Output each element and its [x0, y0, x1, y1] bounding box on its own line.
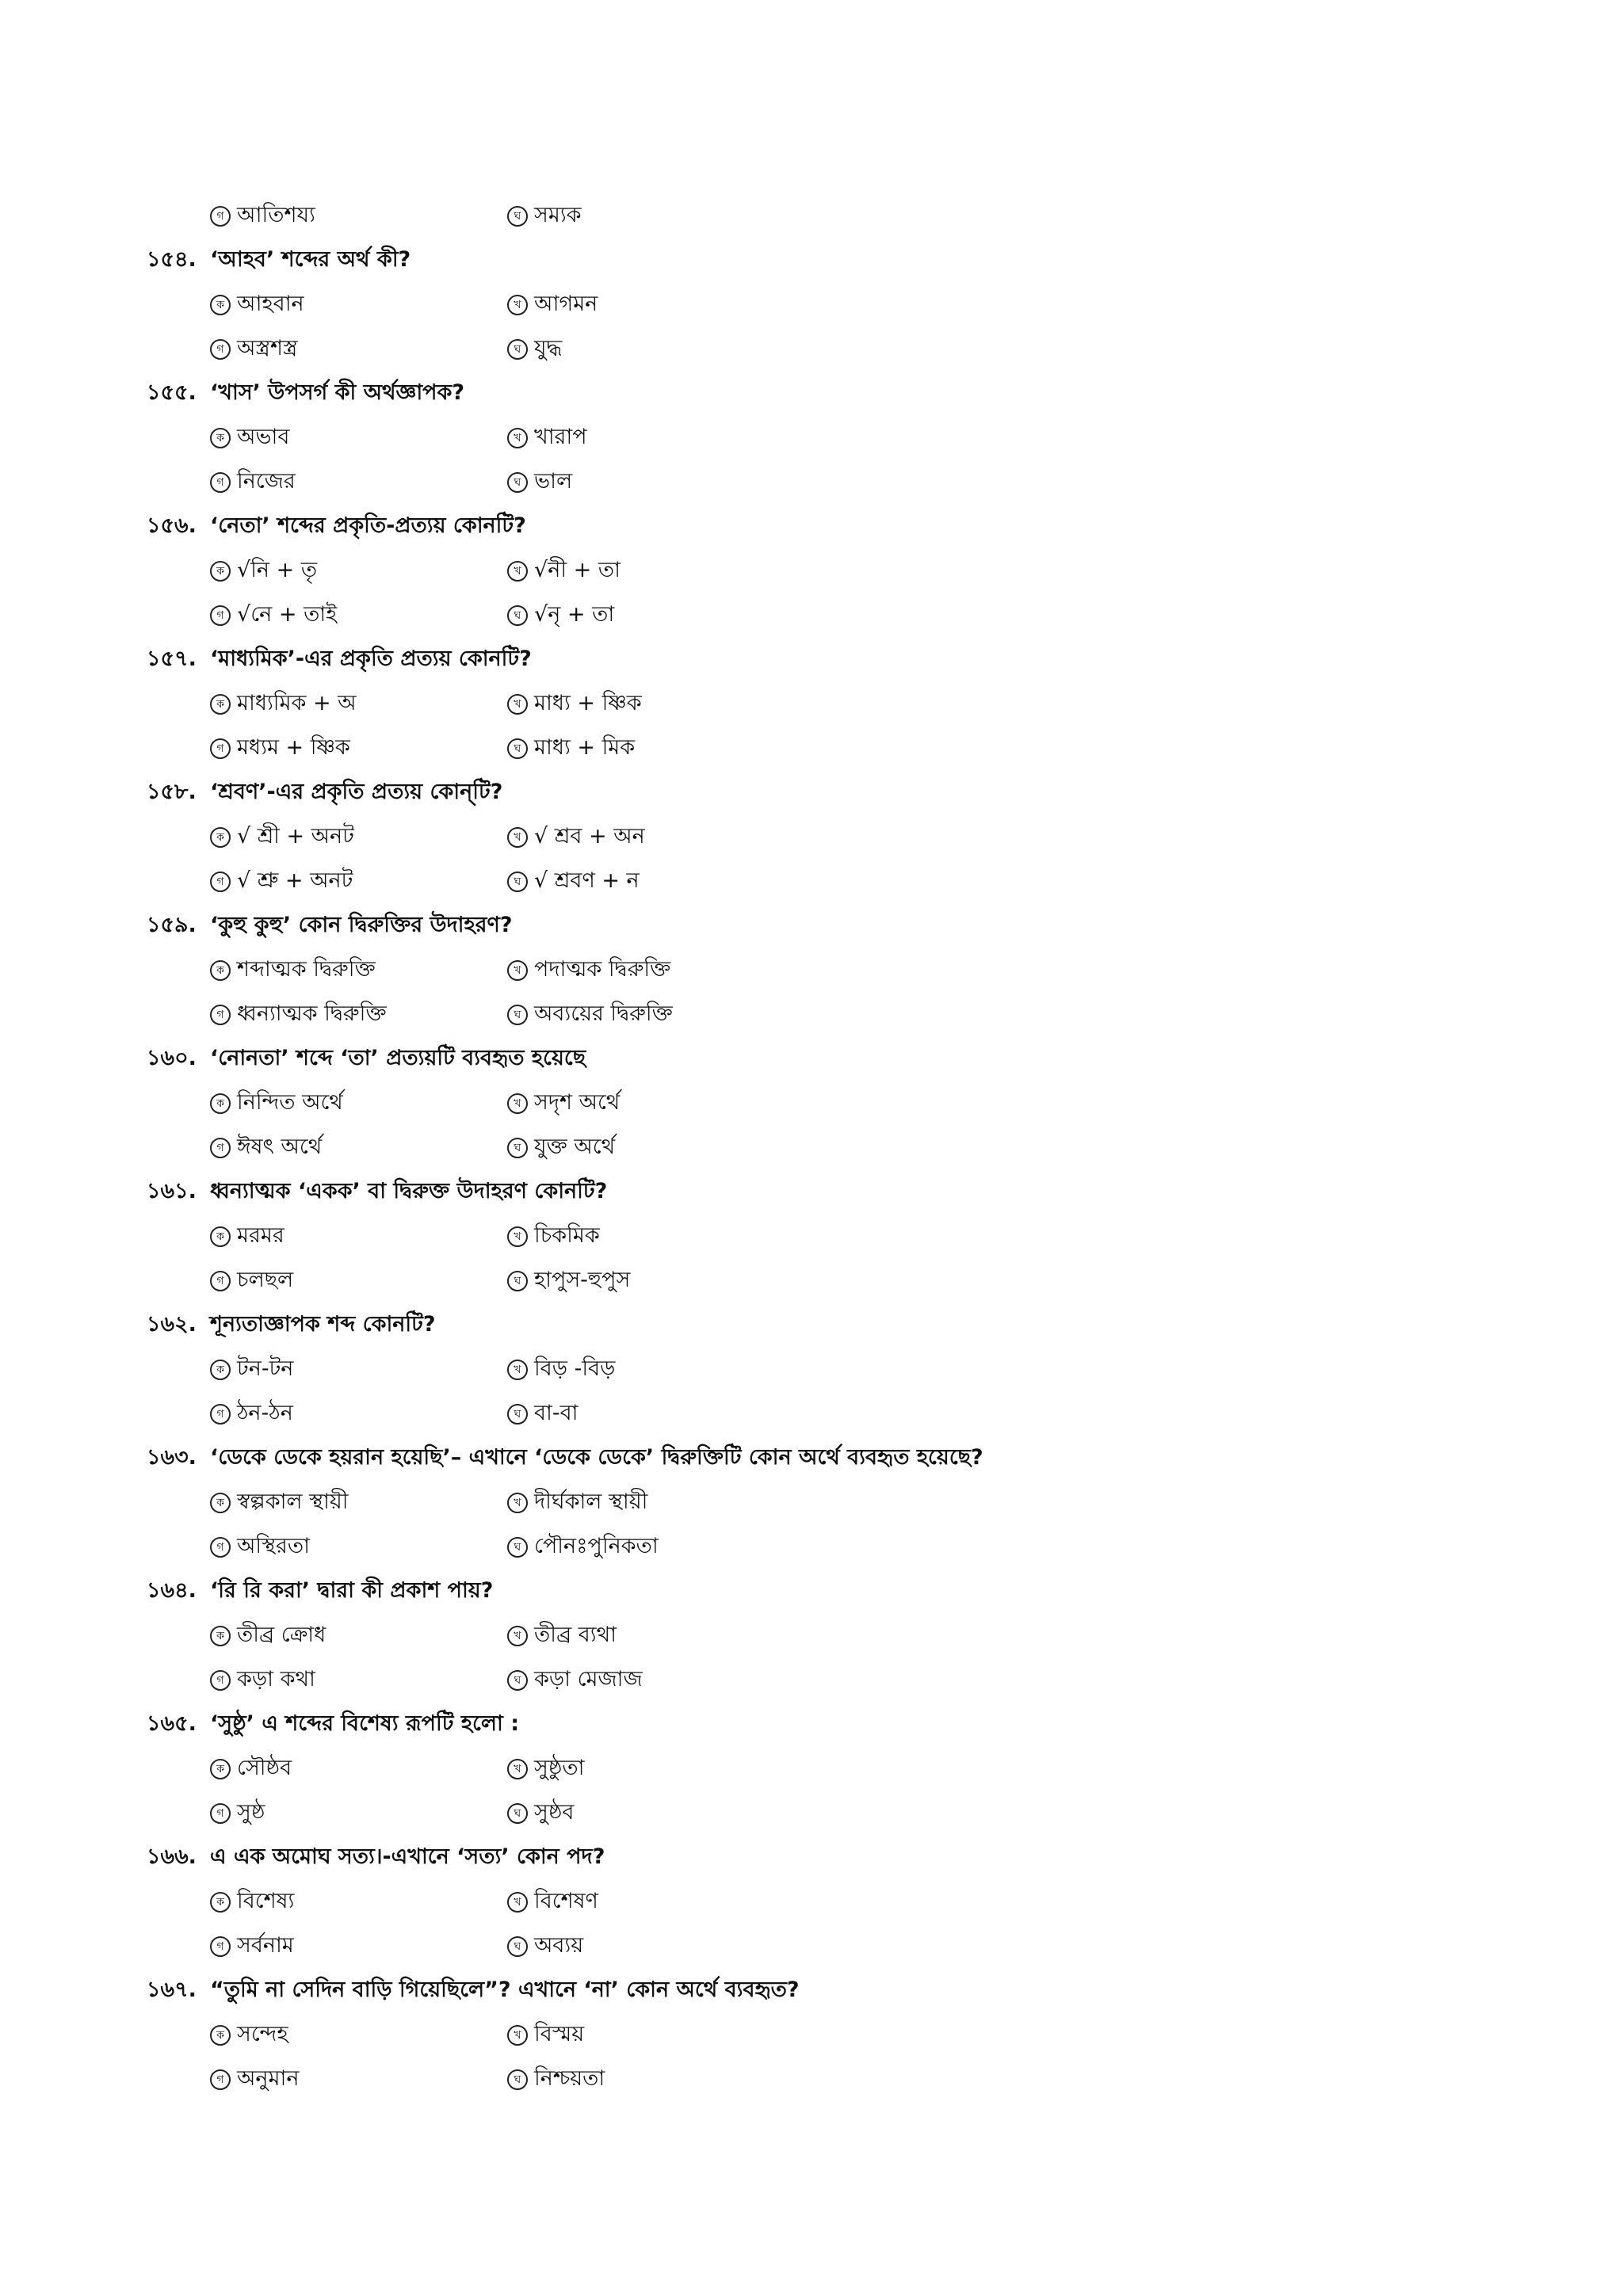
option-text: বিড় -বিড়	[534, 1356, 616, 1381]
question-block	[147, 638, 1494, 771]
option-gha	[507, 864, 640, 900]
option-kha	[507, 1352, 615, 1388]
option-text: চিকমিক	[534, 1222, 600, 1248]
option-text: যুক্ত অর্থে	[534, 1134, 616, 1159]
option-text: সুষ্ঠুতা	[534, 1755, 585, 1780]
option-ga	[210, 1663, 315, 1699]
option-marker: ঘ	[507, 1138, 528, 1158]
question-block	[147, 1436, 1494, 1569]
option-text: √ শ্রু + অনট	[237, 868, 353, 893]
option-ga	[210, 465, 296, 501]
options-row	[147, 327, 1494, 372]
option-ga	[210, 731, 350, 767]
option-marker: গ	[210, 605, 231, 626]
option-gha	[507, 1929, 583, 1965]
option-ka	[210, 421, 289, 456]
option-gha	[507, 1530, 659, 1566]
option-marker: গ	[210, 1936, 231, 1957]
option-marker: গ	[210, 1404, 231, 1425]
question-number: ১৫৫.	[147, 379, 197, 405]
question-number: ১৫৯.	[147, 912, 197, 937]
option-kha	[507, 2018, 584, 2054]
option-text: স্বল্পকাল স্থায়ী	[237, 1489, 349, 1514]
option-kha	[507, 421, 587, 456]
option-ga	[210, 1397, 293, 1432]
option-gha	[507, 1131, 615, 1166]
option-text: হাপুস-হুপুস	[534, 1267, 631, 1292]
option-text: আতিশয্য	[237, 202, 315, 227]
option-text: ঠন-ঠন	[237, 1400, 293, 1425]
question-number: ১৬৩.	[147, 1444, 197, 1470]
options-row	[147, 1081, 1494, 1126]
option-text: অভাব	[237, 424, 290, 449]
option-kha	[507, 1619, 617, 1654]
question-text: ‘মাধ্যমিক’-এর প্রকৃতি প্রত্যয় কোনটি?	[210, 646, 532, 671]
option-gha	[507, 199, 582, 235]
option-marker: ক	[210, 428, 231, 448]
option-marker: ঘ	[507, 1936, 528, 1957]
option-marker: গ	[210, 1803, 231, 1824]
question-text: ‘নেতা’ শব্দের প্রকৃতি-প্রত্যয় কোনটি?	[210, 513, 526, 538]
option-text: নিজের	[237, 468, 296, 494]
option-marker: ক	[210, 960, 231, 981]
option-marker: ক	[210, 561, 231, 582]
option-marker: খ	[507, 1892, 528, 1913]
option-marker: ক	[210, 694, 231, 715]
options-row	[147, 1259, 1494, 1303]
options-row	[147, 948, 1494, 993]
option-text: ভাল	[534, 468, 573, 494]
option-text: √ শ্রী + অনট	[237, 823, 354, 849]
option-text: √ শ্রবণ + ন	[534, 868, 640, 893]
question-heading	[147, 1703, 1494, 1747]
option-marker: খ	[507, 827, 528, 848]
option-marker: খ	[507, 1360, 528, 1380]
options-row	[147, 2058, 1494, 2102]
question-heading	[147, 638, 1494, 682]
question-text: এ এক অমোঘ সত্য।-এখানে ‘সত্য’ কোন পদ?	[210, 1844, 605, 1869]
option-ka	[210, 1086, 343, 1122]
option-text: টন-টন	[237, 1356, 294, 1381]
question-number: ১৬৬.	[147, 1844, 197, 1869]
option-gha	[507, 598, 614, 634]
option-text: অস্থিরতা	[237, 1533, 310, 1558]
option-ga	[210, 997, 387, 1033]
option-text: দীর্ঘকাল স্থায়ী	[534, 1489, 648, 1514]
option-marker: ঘ	[507, 1803, 528, 1824]
option-marker: ক	[210, 1226, 231, 1247]
option-kha	[507, 1486, 647, 1521]
options-row	[147, 549, 1494, 593]
question-block	[147, 1969, 1494, 2102]
leading-options-row	[147, 194, 1494, 238]
options-row	[147, 593, 1494, 638]
options-row	[147, 416, 1494, 460]
option-marker: খ	[507, 694, 528, 715]
option-gha	[507, 731, 635, 767]
option-ka	[210, 687, 357, 723]
option-text: অব্যয়ের দ্বিরুক্তি	[534, 1001, 673, 1026]
option-text: ধ্বন্যাত্মক দ্বিরুক্তি	[237, 1001, 387, 1026]
option-gha	[507, 2062, 605, 2098]
option-text: মধ্যম + ষ্ণিক	[237, 734, 350, 760]
option-ka	[210, 1219, 285, 1255]
option-ka	[210, 1352, 293, 1388]
options-row	[147, 1348, 1494, 1392]
option-ga	[210, 332, 298, 368]
question-text: ‘শ্রবণ’-এর প্রকৃতি প্রত্যয় কোন্‌টি?	[210, 779, 503, 804]
option-ka	[210, 1752, 292, 1787]
options-row	[147, 1215, 1494, 1259]
option-text: নিশ্চয়তা	[534, 2065, 605, 2091]
option-ga	[210, 1530, 310, 1566]
question-text: ‘কুহু কুহু’ কোন দ্বিরুক্তির উদাহরণ?	[210, 912, 513, 937]
options-row	[147, 1791, 1494, 1836]
option-text: বিশেষণ	[534, 1888, 598, 1913]
question-text: ‘রি রি করা’ দ্বারা কী প্রকাশ পায়?	[210, 1577, 494, 1603]
question-text: ‘সুষ্ঠু’ এ শব্দের বিশেষ্য রূপটি হলো :	[210, 1711, 520, 1736]
option-text: মাধ্য + ষ্ণিক	[534, 690, 642, 715]
option-ka	[210, 953, 376, 989]
option-marker: খ	[507, 1759, 528, 1779]
question-heading	[147, 1303, 1494, 1348]
option-marker: গ	[210, 472, 231, 493]
option-kha	[507, 1219, 600, 1255]
option-ga	[210, 864, 353, 900]
question-heading	[147, 904, 1494, 948]
option-marker: গ	[210, 339, 231, 360]
option-text: √নে + তাই	[237, 601, 338, 627]
option-ka	[210, 288, 304, 323]
option-marker: গ	[210, 1005, 231, 1025]
option-kha	[507, 1086, 620, 1122]
option-kha	[507, 687, 642, 723]
question-text: ‘খাস’ উপসর্গ কী অর্থজ্ঞাপক?	[210, 379, 465, 405]
options-row	[147, 682, 1494, 727]
question-block	[147, 505, 1494, 638]
options-row	[147, 727, 1494, 771]
option-ga	[210, 199, 315, 235]
question-text: “তুমি না সেদিন বাড়ি গিয়েছিলে”? এখানে ‘না’ কোন অর্থে ব্যবহৃত?	[210, 1977, 800, 2002]
option-kha	[507, 953, 670, 989]
question-heading	[147, 1170, 1494, 1215]
option-ka	[210, 1885, 294, 1920]
option-marker: ঘ	[507, 605, 528, 626]
option-text: সন্দেহ	[237, 2021, 288, 2046]
options-row	[147, 815, 1494, 860]
option-marker: গ	[210, 1537, 231, 1558]
question-number: ১৫৪.	[147, 246, 197, 272]
question-number: ১৫৬.	[147, 513, 197, 538]
option-gha	[507, 1264, 630, 1299]
option-marker: ঘ	[507, 1271, 528, 1291]
option-marker: ঘ	[507, 1404, 528, 1425]
options-row	[147, 283, 1494, 327]
option-text: শব্দাত্মক দ্বিরুক্তি	[237, 956, 376, 982]
option-kha	[507, 554, 621, 589]
option-marker: ক	[210, 1360, 231, 1380]
option-ga	[210, 598, 337, 634]
option-text: ঈষৎ অর্থে	[237, 1134, 323, 1159]
option-ga	[210, 1131, 322, 1166]
option-marker: গ	[210, 1138, 231, 1158]
option-gha	[507, 1663, 643, 1699]
option-text: √নি + তৃ	[237, 557, 318, 582]
question-block	[147, 904, 1494, 1037]
option-marker: খ	[507, 1226, 528, 1247]
options-row	[147, 1658, 1494, 1703]
option-marker: ক	[210, 2025, 231, 2046]
question-heading	[147, 1969, 1494, 2013]
option-kha	[507, 1752, 585, 1787]
option-text: মাধ্য + মিক	[534, 734, 636, 760]
option-ka	[210, 1619, 326, 1654]
option-kha	[507, 288, 598, 323]
options-row	[147, 460, 1494, 505]
option-ga	[210, 1796, 265, 1832]
question-heading	[147, 1836, 1494, 1880]
option-marker: ঘ	[507, 339, 528, 360]
question-block	[147, 1170, 1494, 1303]
option-text: কড়া মেজাজ	[534, 1666, 643, 1691]
option-marker: খ	[507, 2025, 528, 2046]
option-marker: গ	[210, 206, 231, 227]
option-marker: খ	[507, 561, 528, 582]
option-text: √নৃ + তা	[534, 601, 615, 627]
question-number: ১৬২.	[147, 1311, 197, 1337]
question-block	[147, 1569, 1494, 1703]
options-row	[147, 1392, 1494, 1436]
option-text: তীব্র ব্যথা	[534, 1622, 617, 1647]
question-heading	[147, 505, 1494, 549]
options-row	[147, 1880, 1494, 1924]
question-text: ‘আহব’ শব্দের অর্থ কী?	[210, 246, 411, 272]
question-block	[147, 1703, 1494, 1836]
options-row	[147, 1481, 1494, 1525]
option-text: সুষ্ঠ	[237, 1799, 265, 1825]
option-ga	[210, 1929, 294, 1965]
option-text: অনুমান	[237, 2065, 300, 2091]
question-number: ১৬০.	[147, 1045, 197, 1070]
option-text: √নী + তা	[534, 557, 621, 582]
option-gha	[507, 1796, 574, 1832]
option-kha	[507, 1885, 598, 1920]
option-text: মরমর	[237, 1222, 285, 1248]
option-marker: ক	[210, 827, 231, 848]
options-row	[147, 1126, 1494, 1170]
option-marker: ক	[210, 1093, 231, 1114]
question-text: শূন্যতাজ্ঞাপক শব্দ কোনটি?	[210, 1311, 436, 1337]
option-gha	[507, 1397, 578, 1432]
options-row	[147, 1924, 1494, 1969]
question-block	[147, 1037, 1494, 1170]
question-heading	[147, 238, 1494, 283]
option-marker: খ	[507, 428, 528, 448]
option-text: মাধ্যমিক + অ	[237, 690, 357, 715]
question-heading	[147, 1436, 1494, 1481]
option-text: অস্ত্রশস্ত্র	[237, 335, 298, 360]
option-text: নিন্দিত অর্থে	[237, 1089, 343, 1115]
option-text: √ শ্রব + অন	[534, 823, 645, 849]
option-marker: খ	[507, 1093, 528, 1114]
option-marker: খ	[507, 960, 528, 981]
option-kha	[507, 820, 645, 856]
option-text: সৌষ্ঠব	[237, 1755, 292, 1780]
option-text: তীব্র ক্রোধ	[237, 1622, 327, 1647]
option-ga	[210, 2062, 299, 2098]
option-gha	[507, 465, 572, 501]
option-marker: ঘ	[507, 472, 528, 493]
option-ka	[210, 2018, 288, 2054]
option-marker: ক	[210, 1626, 231, 1646]
option-marker: খ	[507, 1626, 528, 1646]
question-block	[147, 1836, 1494, 1969]
option-marker: ক	[210, 1892, 231, 1913]
options-row	[147, 2013, 1494, 2058]
options-row	[147, 1525, 1494, 1569]
option-text: কড়া কথা	[237, 1666, 315, 1691]
option-ka	[210, 554, 317, 589]
option-marker: গ	[210, 1670, 231, 1691]
option-text: বা-বা	[534, 1400, 579, 1425]
question-number: ১৫৭.	[147, 646, 197, 671]
question-heading	[147, 372, 1494, 416]
option-text: সদৃশ অর্থে	[534, 1089, 621, 1115]
options-row	[147, 860, 1494, 904]
question-heading	[147, 1037, 1494, 1081]
question-number: ১৬৭.	[147, 1977, 197, 2002]
question-number: ১৬৪.	[147, 1577, 197, 1603]
options-row	[147, 1614, 1494, 1658]
option-text: আহবান	[237, 291, 304, 316]
question-text: ‘ডেকে ডেকে হয়রান হয়েছি’– এখানে ‘ডেকে ডেকে’ দ্বিরুক্তিটি কোন অর্থে ব্যবহৃত হয়েছে?	[210, 1444, 983, 1470]
options-row	[147, 993, 1494, 1037]
option-marker: ঘ	[507, 2069, 528, 2090]
option-marker: ঘ	[507, 871, 528, 892]
option-ka	[210, 820, 354, 856]
option-marker: গ	[210, 738, 231, 759]
option-text: আগমন	[534, 291, 598, 316]
question-number: ১৬১.	[147, 1178, 197, 1203]
question-list	[147, 238, 1494, 2102]
question-text: ‘নোনতা’ শব্দে ‘তা’ প্রত্যয়টি ব্যবহৃত হয়েছে	[210, 1045, 586, 1070]
option-ga	[210, 1264, 293, 1299]
option-text: চলছল	[237, 1267, 294, 1292]
option-marker: ঘ	[507, 1537, 528, 1558]
question-number: ১৬৫.	[147, 1711, 197, 1736]
option-ka	[210, 1486, 348, 1521]
question-heading	[147, 1569, 1494, 1614]
option-marker: ক	[210, 295, 231, 315]
option-marker: ঘ	[507, 738, 528, 759]
option-text: সম্যক	[534, 202, 582, 227]
option-marker: গ	[210, 2069, 231, 2090]
option-text: বিস্ময়	[534, 2021, 585, 2046]
question-block	[147, 238, 1494, 372]
options-row	[147, 1747, 1494, 1791]
option-marker: খ	[507, 1493, 528, 1513]
option-gha	[507, 332, 562, 368]
option-text: সুষ্ঠব	[534, 1799, 575, 1825]
option-marker: গ	[210, 1271, 231, 1291]
option-marker: ঘ	[507, 206, 528, 227]
option-text: সর্বনাম	[237, 1932, 294, 1958]
option-gha	[507, 997, 673, 1033]
option-text: অব্যয়	[534, 1932, 584, 1958]
question-text: ধ্বন্যাত্মক ‘একক’ বা দ্বিরুক্ত উদাহরণ কোনটি?	[210, 1178, 608, 1203]
question-number: ১৫৮.	[147, 779, 197, 804]
option-marker: ঘ	[507, 1005, 528, 1025]
question-block	[147, 771, 1494, 904]
option-text: পদাত্মক দ্বিরুক্তি	[534, 956, 671, 982]
question-block	[147, 1303, 1494, 1436]
option-marker: ঘ	[507, 1670, 528, 1691]
option-text: যুদ্ধ	[534, 335, 563, 360]
option-marker: খ	[507, 295, 528, 315]
question-heading	[147, 771, 1494, 815]
option-marker: গ	[210, 871, 231, 892]
option-marker: ক	[210, 1759, 231, 1779]
question-block	[147, 372, 1494, 505]
option-text: বিশেষ্য	[237, 1888, 295, 1913]
option-marker: ক	[210, 1493, 231, 1513]
option-text: পৌনঃপুনিকতা	[534, 1533, 659, 1558]
option-text: খারাপ	[534, 424, 587, 449]
